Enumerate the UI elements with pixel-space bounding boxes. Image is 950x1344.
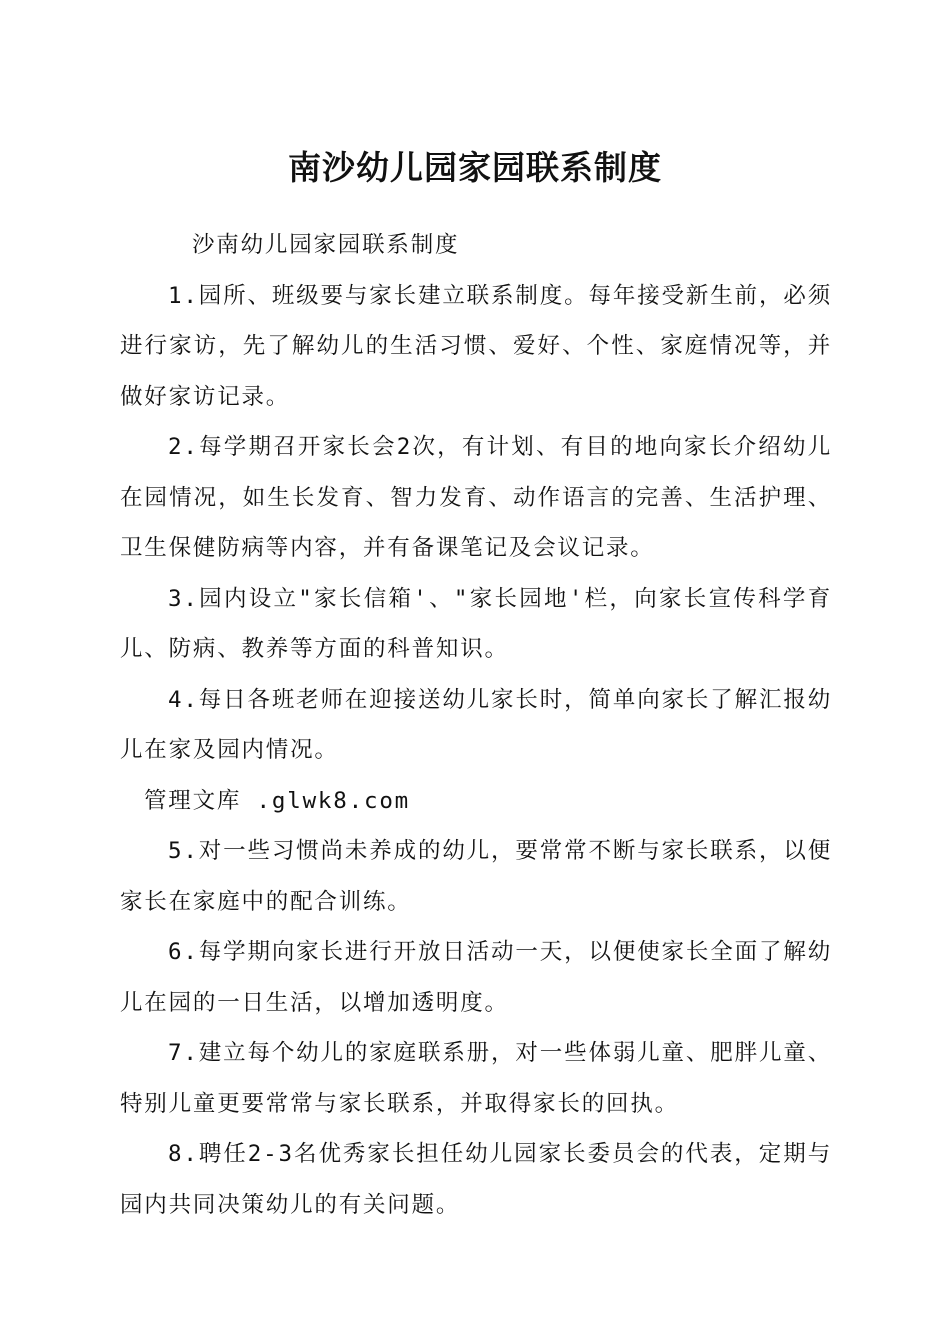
paragraph-6: 6.每学期向家长进行开放日活动一天，以便使家长全面了解幼儿在园的一日生活，以增加透明度。	[120, 939, 832, 1016]
paragraph-4: 4.每日各班老师在迎接送幼儿家长时，简单向家长了解汇报幼儿在家及园内情况。	[120, 686, 832, 763]
watermark-line: 管理文库 .glwk8.com	[144, 787, 411, 814]
document-title: 南沙幼儿园家园联系制度	[288, 148, 662, 187]
paragraph-5: 5.对一些习惯尚未养成的幼儿，要常常不断与家长联系，以便家长在家庭中的配合训练。	[120, 838, 832, 915]
paragraph-8: 8.聘任2-3名优秀家长担任幼儿园家长委员会的代表，定期与园内共同决策幼儿的有关问题。	[120, 1141, 832, 1218]
paragraph-7: 7.建立每个幼儿的家庭联系册，对一些体弱儿童、肥胖儿童、特别儿童更要常常与家长联系，并取得家长的回执。	[120, 1040, 832, 1117]
document-subtitle: 沙南幼儿园家园联系制度	[192, 232, 460, 258]
paragraph-2: 2.每学期召开家长会2次，有计划、有目的地向家长介绍幼儿在园情况，如生长发育、智力发育、动作语言的完善、生活护理、卫生保健防病等内容，并有备课笔记及会议记录。	[120, 434, 832, 561]
paragraph-1: 1.园所、班级要与家长建立联系制度。每年接受新生前，必须进行家访，先了解幼儿的生活习惯、爱好、个性、家庭情况等，并做好家访记录。	[120, 282, 832, 410]
document-body	[120, 220, 832, 1230]
paragraph-3: 3.园内设立"家长信箱'、"家长园地'栏，向家长宣传科学育儿、防病、教养等方面的科普知识。	[120, 585, 832, 662]
